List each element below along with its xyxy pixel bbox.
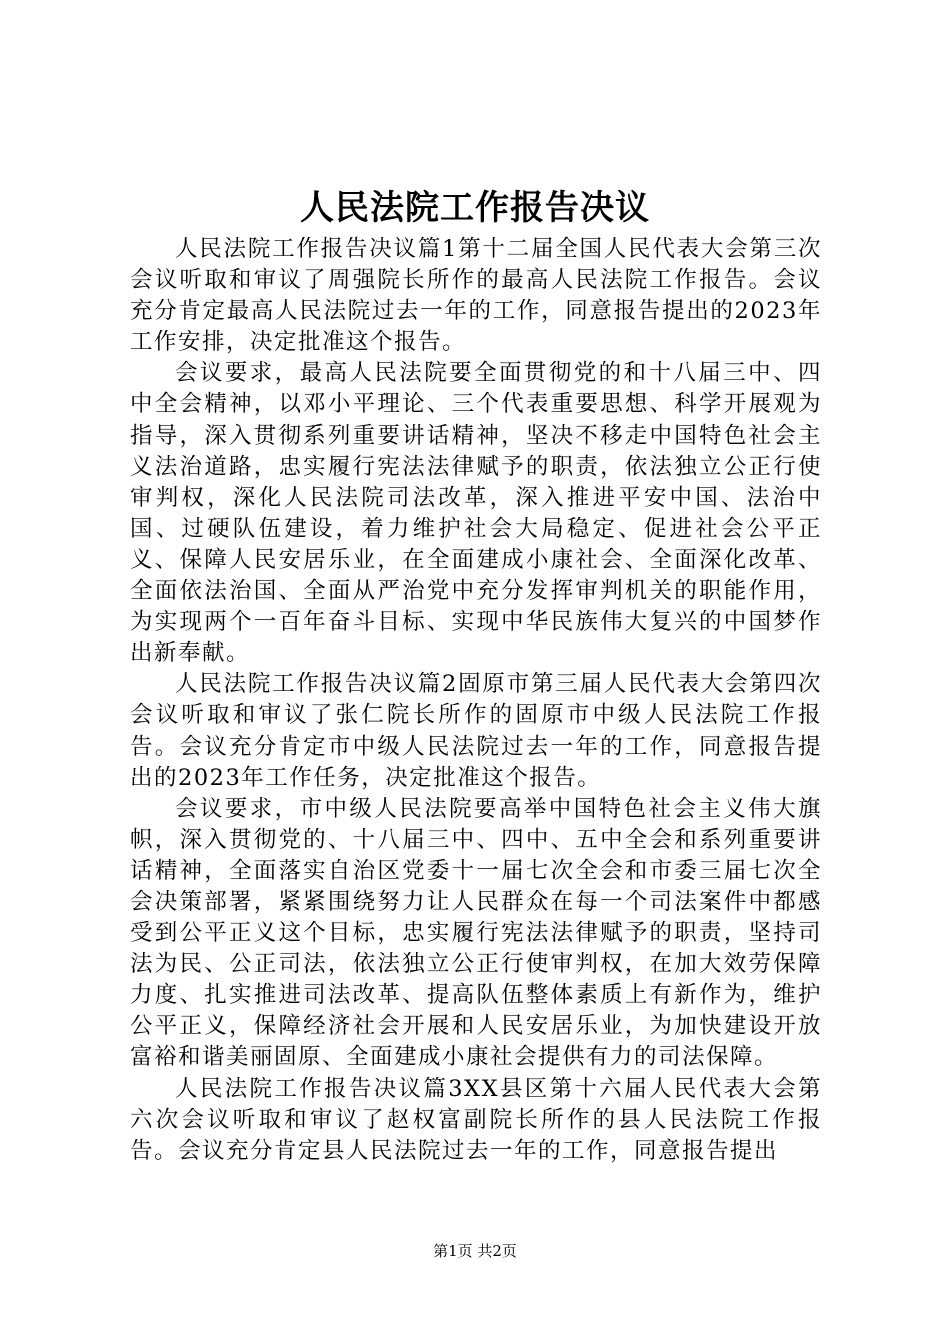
paragraph-4: 会议要求，市中级人民法院要高举中国特色社会主义伟大旗帜，深入贯彻党的、十八届三中、四中、五中全会和系列重要讲话精神，全面落实自治区党委十一届七次全会和市委三届七次全会决策部署，紧紧围绕努力让人民群众在每一个司法案件中都感受到公平正义这个目标，忠实履行宪法法律赋予的职责，坚持司法为民、公正司法，依法独立公正行使审判权，在加大效劳保障力度、扎实推进司法改革、提高队伍整体素质上有新作为，维护公平正义，保障经济社会开展和人民安居乐业，为加快建设开放富裕和谐美丽固原、全面建成小康社会提供有力的司法保障。: [130, 795, 822, 1071]
document-title: 人民法院工作报告决议: [300, 188, 650, 228]
paragraph-3: 人民法院工作报告决议篇2固原市第三届人民代表大会第四次会议听取和审议了张仁院长所作的固原市中级人民法院工作报告。会议充分肯定市中级人民法院过去一年的工作，同意报告提出的2023年工作任务，决定批准这个报告。: [130, 671, 822, 791]
paragraph-1: 人民法院工作报告决议篇1第十二届全国人民代表大会第三次会议听取和审议了周强院长所作的最高人民法院工作报告。会议充分肯定最高人民法院过去一年的工作，同意报告提出的2023年工作安排，决定批准这个报告。: [130, 236, 822, 356]
paragraph-5: 人民法院工作报告决议篇3XX县区第十六届人民代表大会第六次会议听取和审议了赵权富副院长所作的县人民法院工作报告。会议充分肯定县人民法院过去一年的工作，同意报告提出: [130, 1075, 822, 1164]
document-body: [130, 234, 822, 1167]
paragraph-2: 会议要求，最高人民法院要全面贯彻党的和十八届三中、四中全会精神，以邓小平理论、三个代表重要思想、科学开展观为指导，深入贯彻系列重要讲话精神，坚决不移走中国特色社会主义法治道路，忠实履行宪法法律赋予的职责，依法独立公正行使审判权，深化人民法院司法改革，深入推进平安中国、法治中国、过硬队伍建设，着力维护社会大局稳定、促进社会公平正义、保障人民安居乐业，在全面建成小康社会、全面深化改革、全面依法治国、全面从严治党中充分发挥审判机关的职能作用，为实现两个一百年奋斗目标、实现中华民族伟大复兴的中国梦作出新奉献。: [130, 360, 822, 667]
page-number-footer: 第1页 共2页: [433, 1242, 517, 1260]
